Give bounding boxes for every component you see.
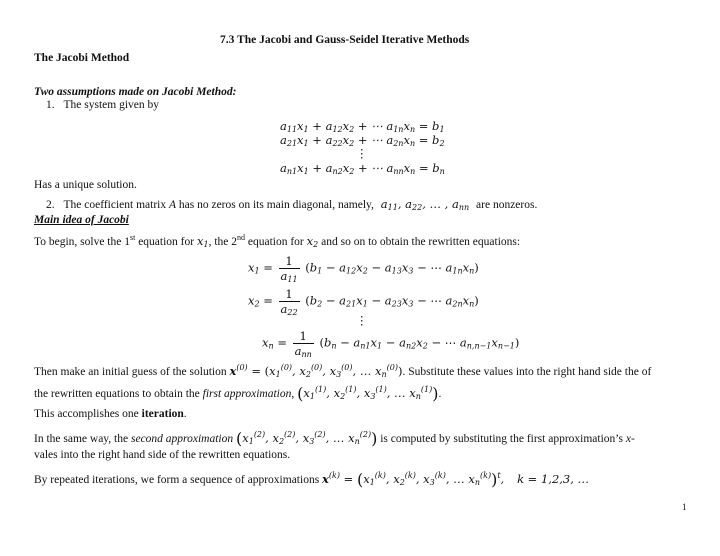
page-number: 1 — [682, 502, 687, 512]
unique-solution-text: Has a unique solution. — [34, 179, 137, 191]
list-item-1: 1. The system given by — [46, 99, 159, 111]
rewritten-equation-n: $x_n$ = $\frac{1}{a_{nn}}$ ($b_n - a_{n1}x_1 - a_{n2}x_2$ − ⋯ $a_{n,n-1}x_{n-1}$) — [262, 329, 520, 359]
paragraph-second-approximation-cont: vales into the right hand side of the rewritten equations. — [34, 449, 291, 461]
rewritten-equation-1: $x_1$ = $\frac{1}{a_{11}}$ ($b_1 - a_{12}x_2 - a_{13}x_3$ − ⋯ $a_{1n}x_n$) — [248, 254, 479, 284]
main-idea-intro: To begin, solve the 1st equation for $x_1$, the 2nd equation for $x_2$ and so on to obtain the rewritten equations: — [34, 233, 521, 249]
system-equation-2: $a_{21}x_1 + a_{22}x_2$ + ⋯ $a_{2n}x_n = b_2$ — [280, 133, 445, 148]
rewritten-vdots: ⋮ — [356, 313, 368, 327]
system-equation-n: $a_{n1}x_1 + a_{n2}x_2$ + ⋯ $a_{nn}x_n = b_n$ — [280, 161, 445, 176]
rewritten-equation-2: $x_2$ = $\frac{1}{a_{22}}$ ($b_2 - a_{21}x_1 - a_{23}x_3$ − ⋯ $a_{2n}x_n$) — [248, 287, 479, 317]
assumptions-heading-row: Two assumptions made on Jacobi Method: — [34, 86, 237, 98]
paragraph-initial-guess: Then make an initial guess of the solution $x^{(0)} = (x_1^{(0)}$, $x_2^{(0)}$, $x_3^{(0)}$, … $x_n^{(0)}$). Substitute these values into the right hand side the of — [34, 363, 652, 379]
system-vdots: ⋮ — [356, 146, 368, 160]
paragraph-iteration: This accomplishes one iteration. — [34, 408, 187, 420]
paragraph-sequence: By repeated iterations, we form a sequence of approximations $x^{(k)} = (x_1^{(k)}$, $x_2^{(k)}$, $x_3^{(k)}$, … $x_n^{(k)})^t$, k = 1,2,3, … — [34, 470, 590, 489]
main-idea-heading: Main idea of Jacobi — [34, 214, 129, 226]
system-equation-1: $a_{11}x_1 + a_{12}x_2$ + ⋯ $a_{1n}x_n = b_1$ — [280, 119, 445, 134]
paragraph-first-approximation: the rewritten equations to obtain the first approximation, ($x_1^{(1)}$, $x_2^{(1)}$, $x_3^{(1)}$, … $x_n^{(1)}$). — [34, 384, 442, 403]
paragraph-second-approximation: In the same way, the second approximation ($x_1^{(2)}$, $x_2^{(2)}$, $x_3^{(2)}$, … $x_n^{(2)}$) is computed by substituting the first approximation’s x- — [34, 429, 635, 448]
page-title: 7.3 The Jacobi and Gauss-Seidel Iterative Methods — [220, 34, 470, 46]
section-heading: The Jacobi Method — [34, 52, 130, 64]
list-item-2: 2. The coefficient matrix A has no zeros on its main diagonal, namely, $a_{11}$, $a_{22}$, … , $a_{nn}$ are nonzeros. — [46, 197, 538, 212]
assumptions-heading: Two assumptions made on Jacobi Method — [34, 86, 233, 98]
